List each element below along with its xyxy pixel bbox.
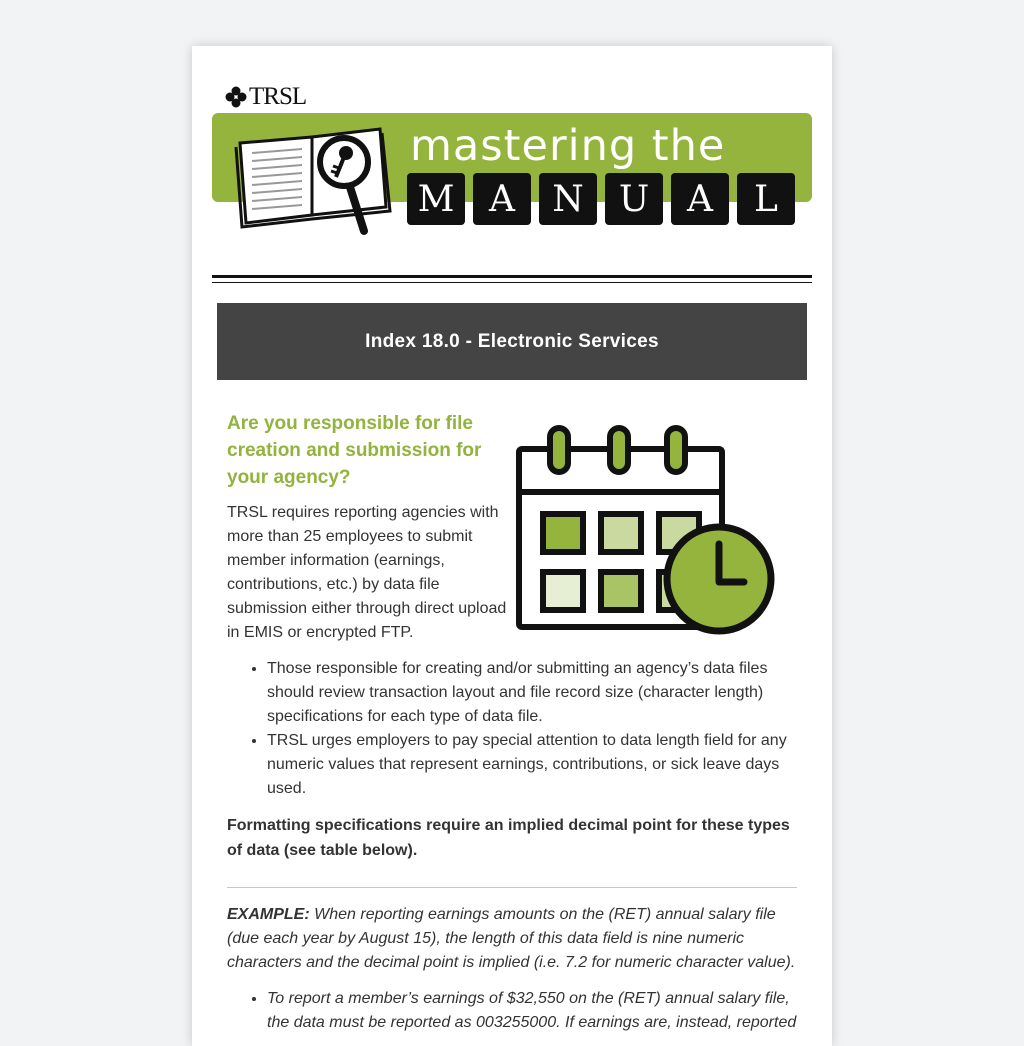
newsletter-card — [192, 46, 832, 1046]
article-heading: Are you responsible for file creation and submission for your agency? — [227, 413, 482, 488]
double-divider — [212, 275, 812, 283]
manual-tile: U — [605, 173, 663, 225]
section-title: Index 18.0 - Electronic Services — [365, 330, 659, 352]
requirements-list — [227, 657, 792, 801]
trsl-logo[interactable] — [225, 84, 306, 110]
example-text: When reporting earnings amounts on the (RET) annual salary file (due each year by August 15), the length of this data field is nine numeric characters and the decimal point is implied (i.e. 7.2 for numeric character value). — [227, 906, 796, 971]
mastering-the-manual-banner — [212, 113, 812, 233]
intro-paragraph: TRSL requires reporting agencies with more than 25 employees to submit member information (earnings, contributions, etc.) by data file submission either through direct upload in EMIS or encrypted FTP. — [227, 504, 507, 641]
list-item: • To report a member’s earnings of $32,550 on the (RET) annual salary file, the data must be reported as 003255000. If earnings are, instead, reported — [267, 987, 797, 1035]
manual-tiles — [407, 173, 795, 225]
list-item: • Those responsible for creating and/or submitting an agency’s data files should review transaction layout and file record size (character length) specifications for each type of data file. — [267, 657, 792, 729]
example-label: EXAMPLE: — [227, 906, 310, 923]
divider — [227, 887, 797, 888]
example-paragraph — [227, 903, 797, 975]
section-title-bar — [217, 303, 807, 380]
trsl-flower-icon — [225, 86, 247, 108]
manual-tile: L — [737, 173, 795, 225]
book-magnifier-icon — [232, 115, 392, 237]
manual-tile: A — [473, 173, 531, 225]
calendar-clock-icon — [514, 422, 784, 637]
manual-tile: A — [671, 173, 729, 225]
trsl-logo-text: TRSL — [249, 83, 307, 110]
manual-tile: M — [407, 173, 465, 225]
list-item: • TRSL urges employers to pay special attention to data length field for any numeric values that represent earnings, contributions, or sick leave days used. — [267, 729, 792, 801]
banner-title: mastering the — [410, 121, 726, 171]
manual-tile: N — [539, 173, 597, 225]
formatting-note: Formatting specifications require an implied decimal point for these types of data (see table below). — [227, 817, 790, 859]
example-list — [227, 987, 797, 1035]
